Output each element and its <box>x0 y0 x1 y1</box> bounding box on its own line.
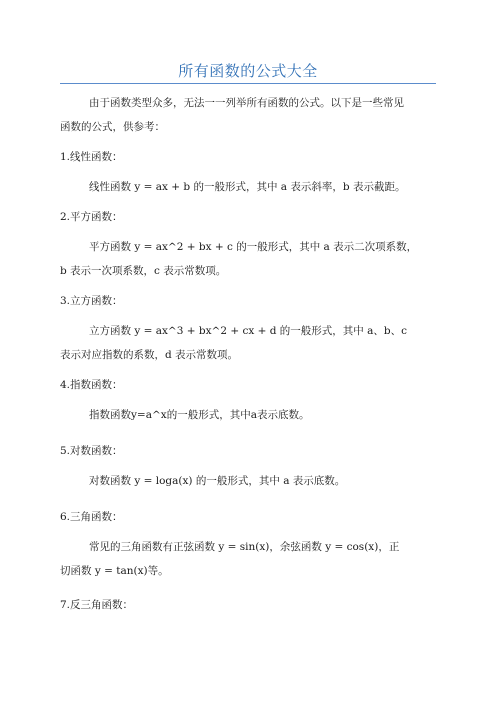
section-heading-linear: 1.线性函数： <box>60 151 123 163</box>
section-body-trigonometric-1: 常见的三角函数有正弦函数 y = sin(x)，余弦函数 y = cos(x)，正 <box>89 541 400 553</box>
section-body-exponential-1: 指数函数y=a^x的一般形式，其中a表示底数。 <box>89 409 310 421</box>
section-body-quadratic-1: 平方函数 y = ax^2 + bx + c 的一般形式，其中 a 表示二次项系数， <box>89 241 418 253</box>
section-heading-cubic: 3.立方函数： <box>60 295 123 307</box>
section-body-quadratic-2: b 表示一次项系数，c 表示常数项。 <box>60 265 227 277</box>
section-heading-logarithmic: 5.对数函数： <box>60 445 123 457</box>
section-body-logarithmic-1: 对数函数 y = loga(x) 的一般形式，其中 a 表示底数。 <box>89 475 346 487</box>
section-heading-trigonometric: 6.三角函数： <box>60 511 123 523</box>
section-body-linear-1: 线性函数 y = ax + b 的一般形式，其中 a 表示斜率，b 表示截距。 <box>89 181 406 193</box>
title-divider <box>60 83 436 84</box>
page-title: 所有函数的公式大全 <box>178 62 318 80</box>
section-body-cubic-2: 表示对应指数的系数，d 表示常数项。 <box>60 349 239 361</box>
intro-line-1: 由于函数类型众多，无法一一列举所有函数的公式。以下是一些常见 <box>89 97 404 109</box>
section-heading-quadratic: 2.平方函数： <box>60 211 123 223</box>
section-body-cubic-1: 立方函数 y = ax^3 + bx^2 + cx + d 的一般形式，其中 a、b、c <box>89 325 408 337</box>
section-heading-exponential: 4.指数函数： <box>60 379 123 391</box>
intro-line-2: 函数的公式，供参考： <box>60 121 165 133</box>
section-body-trigonometric-2: 切函数 y = tan(x)等。 <box>60 565 169 577</box>
section-heading-inverse-trigonometric: 7.反三角函数： <box>60 599 134 611</box>
